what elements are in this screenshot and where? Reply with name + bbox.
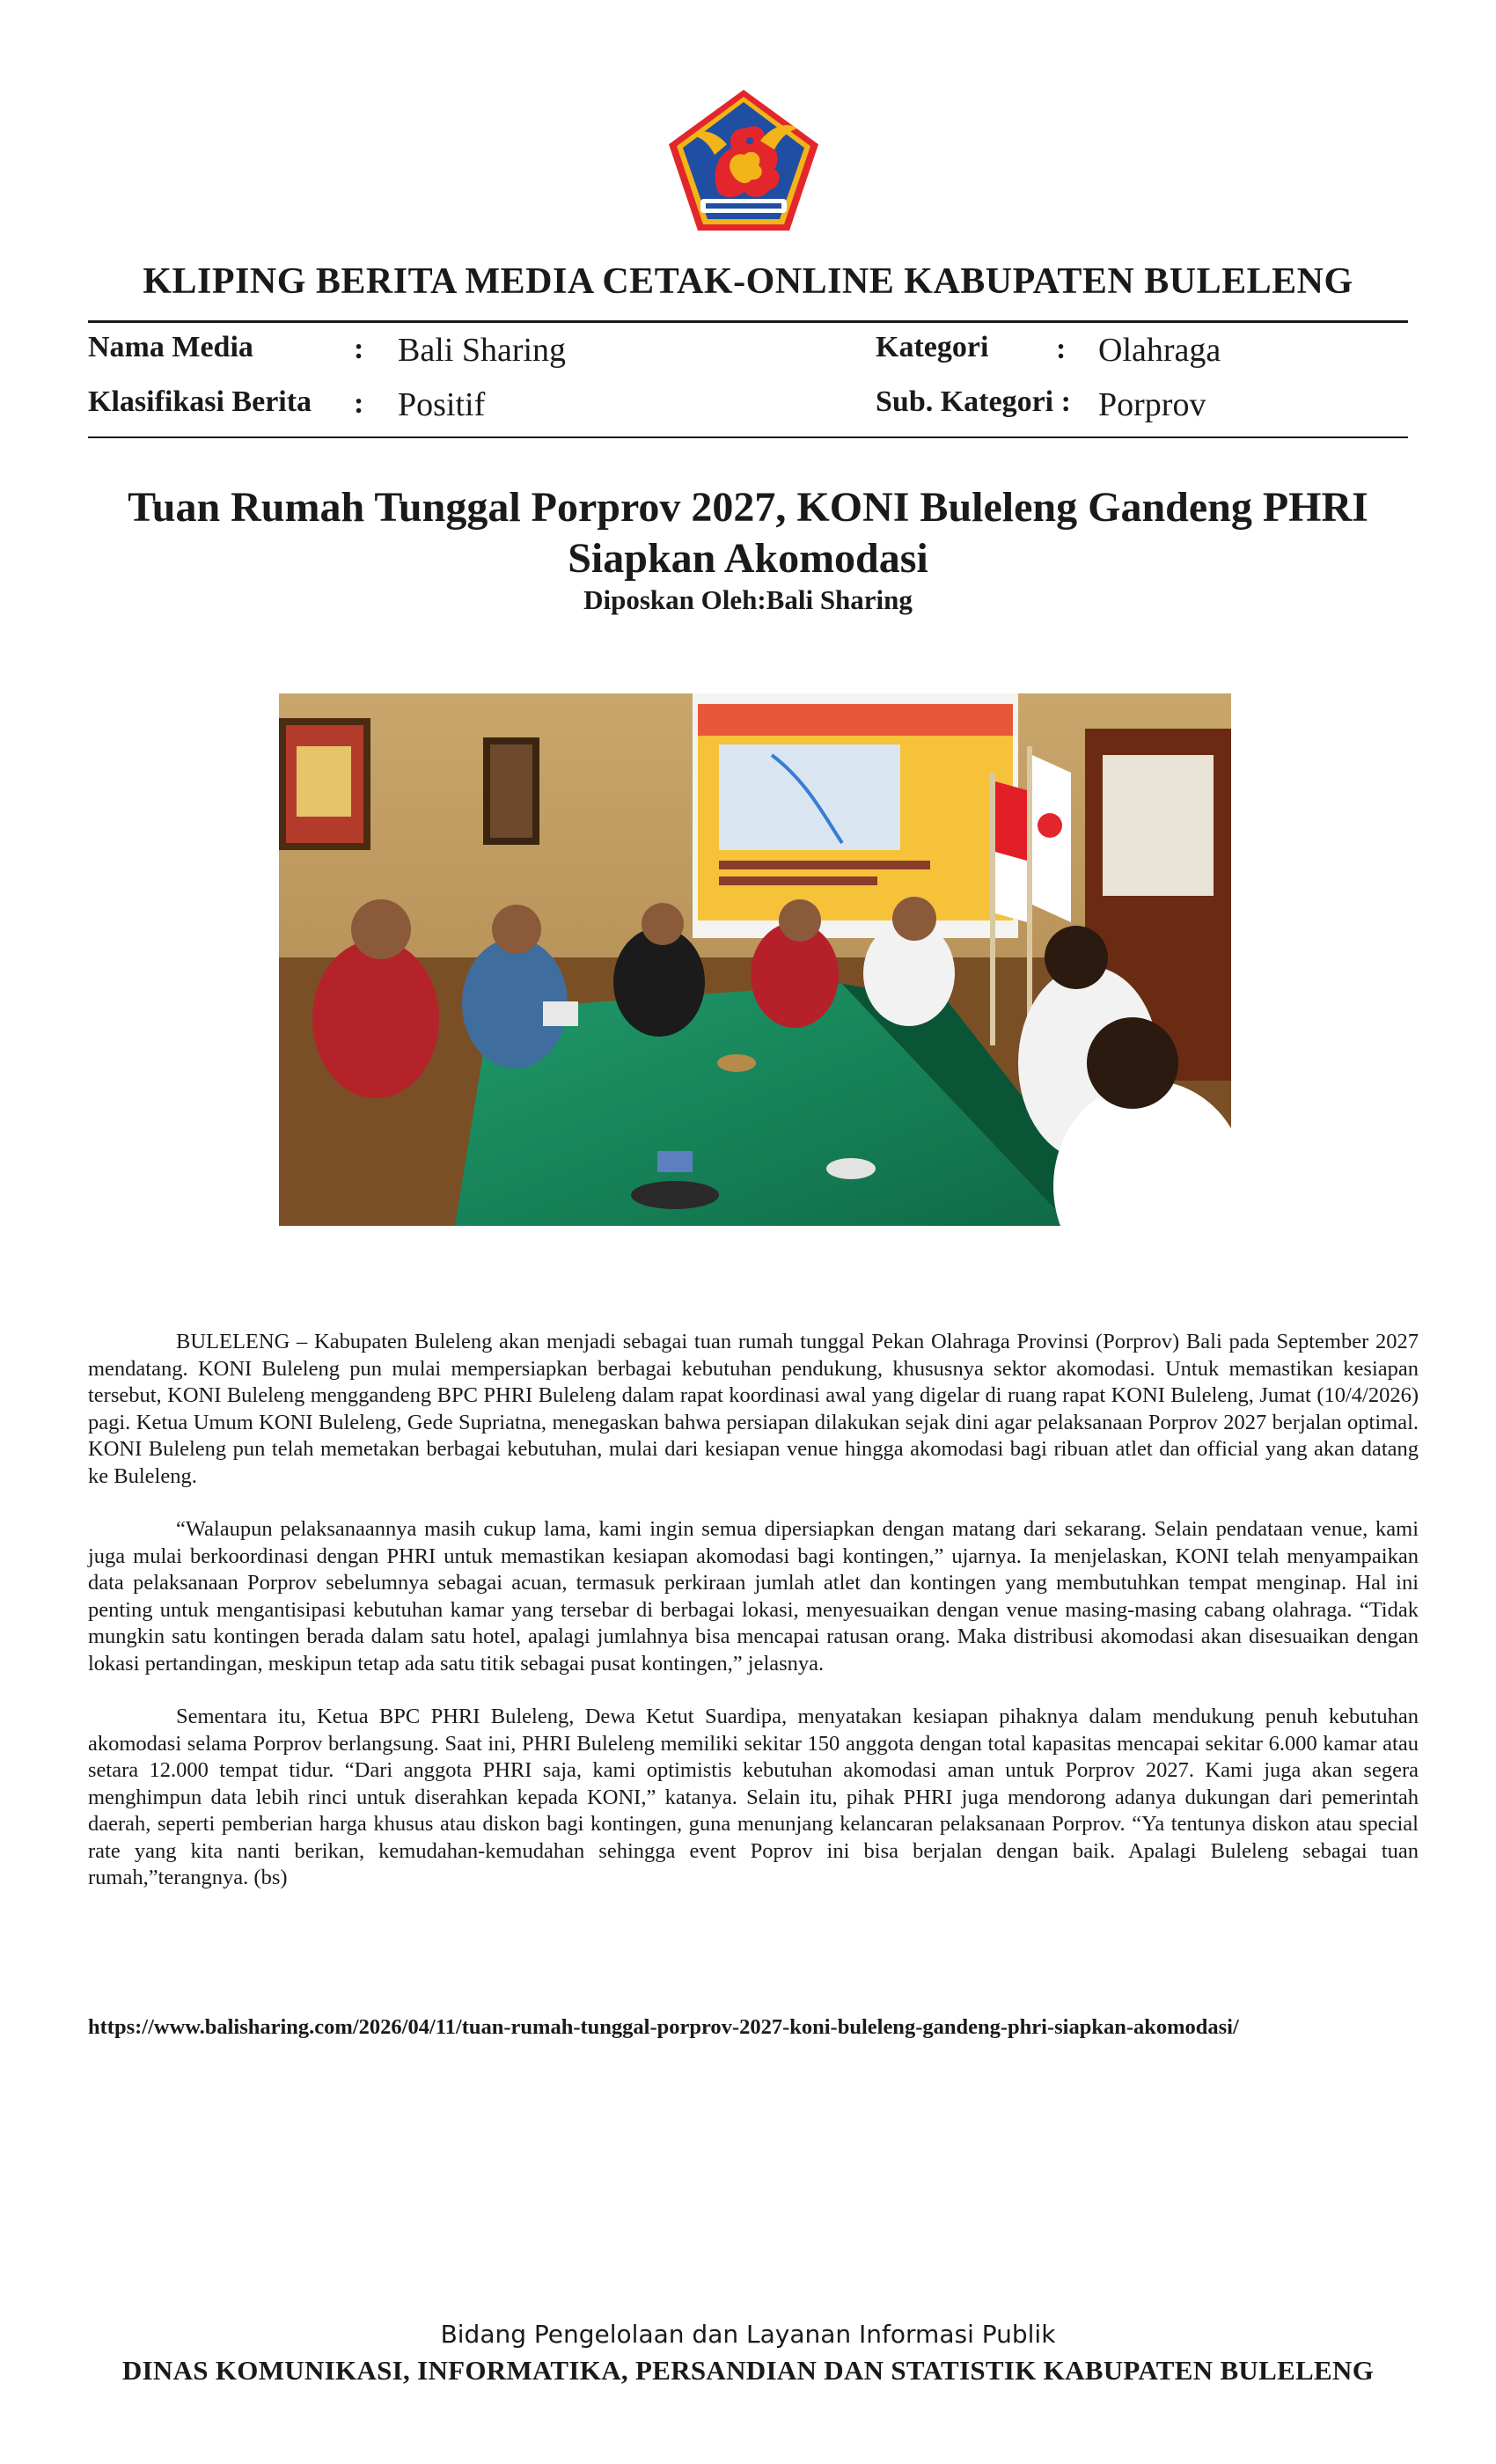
- header-rule-bottom: [88, 436, 1408, 438]
- article-photo: [279, 693, 1231, 1226]
- subcategory-value: Porprov: [1098, 386, 1206, 423]
- article-byline: Diposkan Oleh:Bali Sharing: [583, 584, 913, 615]
- subcategory-label: Sub. Kategori :: [876, 385, 1071, 418]
- media-name-value: Bali Sharing: [398, 332, 567, 369]
- headline-line-1: Tuan Rumah Tunggal Porprov 2027, KONI Buleleng Gandeng PHRI: [128, 484, 1368, 531]
- article-body: [88, 1329, 1419, 1918]
- article-paragraph-2: “Walaupun pelaksanaannya masih cukup lama, kami ingin semua dipersiapkan dengan matang dari sekarang. Selain pendataan venue, kami juga mulai berkoordinasi dengan PHRI untuk memastikan kesiapan akomodasi bagi kontingen,” ujarnya. Ia menjelaskan, KONI telah menyampaikan data pelaksanaan Porprov sebelumnya sebagai acuan, termasuk perkiraan jumlah atlet dan kontingen yang membutuhkan tempat menginap. Hal ini penting untuk mengantisipasi kebutuhan kamar yang tersebar di berbagai lokasi, menyesuaikan dengan venue masing-masing cabang olahraga. “Tidak mungkin satu kontingen berada dalam satu hotel, apalagi jumlahnya bisa mencapai ratusan orang. Maka distribusi akomodasi akan disesuaikan dengan lokasi pertandingan, meskipun tetap ada satu titik sebagai pusat kontingen,” jelasnya.: [88, 1517, 1419, 1676]
- header-rule-top: [88, 320, 1408, 323]
- category-value: Olahraga: [1098, 332, 1221, 369]
- footer-agency: DINAS KOMUNIKASI, INFORMATIKA, PERSANDIAN DAN STATISTIK KABUPATEN BULELENG: [121, 2355, 1375, 2386]
- category-colon: :: [1056, 333, 1067, 365]
- document-title: KLIPING BERITA MEDIA CETAK-ONLINE KABUPATEN BULELENG: [143, 261, 1353, 302]
- media-name-label: Nama Media: [88, 331, 253, 363]
- media-name-colon: :: [354, 333, 364, 365]
- category-label: Kategori: [876, 331, 989, 363]
- classification-label: Klasifikasi Berita: [88, 385, 312, 418]
- classification-value: Positif: [398, 386, 486, 423]
- source-url: https://www.balisharing.com/2026/04/11/tuan-rumah-tunggal-porprov-2027-koni-buleleng-gandeng-phri-siapkan-akomodasi/: [88, 2015, 1239, 2039]
- classification-colon: :: [354, 387, 364, 420]
- article-headline: [88, 482, 1408, 584]
- footer-department: Bidang Pengelolaan dan Layanan Informasi Publik: [440, 2320, 1056, 2349]
- article-paragraph-3: Sementara itu, Ketua BPC PHRI Buleleng, Dewa Ketut Suardipa, menyatakan kesiapan pihaknya dalam mendukung penuh kebutuhan akomodasi selama Porprov berlangsung. Saat ini, PHRI Buleleng memiliki sekitar 150 anggota dengan total kapasitas mencapai sekitar 6.000 kamar atau setara 12.000 tempat tidur. “Dari anggota PHRI saja, kami optimistis kebutuhan akomodasi aman untuk Porprov 2027. Kami juga akan segera menghimpun data lebih rinci untuk diserahkan kepada KONI,” katanya. Selain itu, pihak PHRI juga mendorong adanya dukungan dari pemerintah daerah, seperti pemberian harga khusus atau diskon bagi kontingen, guna menunjang kelancaran pelaksanaan Porprov. “Ya tentunya diskon atau special rate yang kita nanti berikan, kemudahan-kemudahan sehingga event Poprov ini bisa berjalan dengan baik. Apalagi Buleleng sebagai tuan rumah,”terangnya. (bs): [88, 1705, 1419, 1889]
- headline-line-2: Siapkan Akomodasi: [568, 535, 928, 582]
- article-paragraph-1: BULELENG – Kabupaten Buleleng akan menjadi sebagai tuan rumah tunggal Pekan Olahraga Provinsi (Porprov) Bali pada September 2027 mendatang. KONI Buleleng pun mulai mempersiapkan berbagai kebutuhan pendukung, khususnya sektor akomodasi. Untuk memastikan kesiapan tersebut, KONI Buleleng menggandeng BPC PHRI Buleleng dalam rapat koordinasi awal yang digelar di ruang rapat KONI Buleleng, Jumat (10/4/2026) pagi. Ketua Umum KONI Buleleng, Gede Supriatna, menegaskan bahwa persiapan dilakukan sejak dini agar pelaksanaan Porprov 2027 berjalan optimal. KONI Buleleng pun telah memetakan berbagai kebutuhan, mulai dari kesiapan venue hingga akomodasi bagi ribuan atlet dan official yang akan datang ke Buleleng.: [88, 1330, 1419, 1488]
- kabupaten-buleleng-crest-icon: [665, 86, 822, 234]
